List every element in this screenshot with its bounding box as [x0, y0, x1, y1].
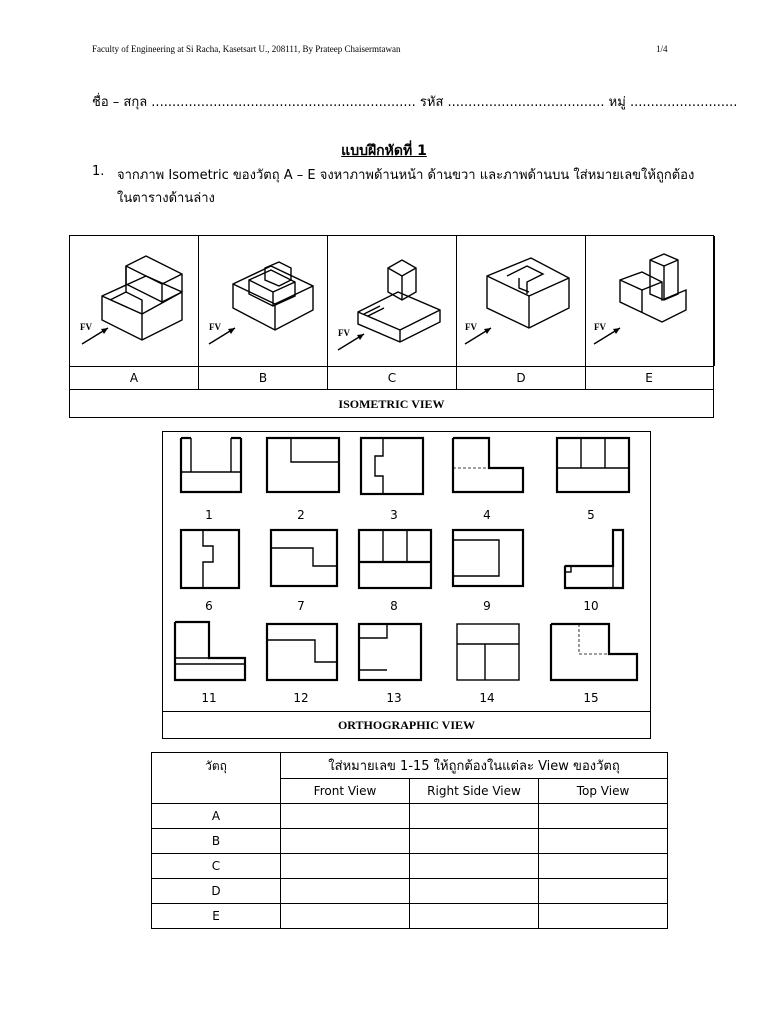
- question-number: 1.: [92, 164, 105, 179]
- answer-cell-a-front[interactable]: [281, 804, 410, 829]
- column-front-view: Front View: [281, 779, 410, 804]
- answer-cell-b-top[interactable]: [539, 829, 668, 854]
- answer-cell-e-top[interactable]: [539, 904, 668, 929]
- ortho-number-12: 12: [293, 691, 309, 705]
- ortho-view-10: [565, 530, 623, 588]
- answer-cell-a-top[interactable]: [539, 804, 668, 829]
- orthographic-caption: ORTHOGRAPHIC VIEW: [163, 711, 650, 738]
- ortho-view-9: [453, 530, 523, 586]
- fv-label: FV: [80, 322, 92, 332]
- isometric-label-row: [70, 366, 713, 390]
- ortho-view-3: [361, 438, 423, 494]
- isometric-cell-d: [457, 236, 586, 366]
- isometric-cell-e: [586, 236, 715, 366]
- fv-label: FV: [338, 328, 350, 338]
- ortho-view-1: [181, 438, 241, 492]
- page-number: 1/4: [656, 44, 668, 54]
- isometric-drawing-c: [328, 236, 457, 366]
- answer-cell-d-top[interactable]: [539, 879, 668, 904]
- isometric-caption: ISOMETRIC VIEW: [338, 397, 445, 411]
- ortho-view-7: [271, 530, 337, 586]
- object-header: วัตถุ: [152, 753, 281, 804]
- ortho-number-6: 6: [205, 599, 213, 613]
- isometric-drawing-d: [457, 236, 586, 366]
- isometric-drawing-e: [586, 236, 715, 366]
- isometric-label-a: A: [70, 367, 199, 389]
- fv-label: FV: [594, 322, 606, 332]
- question-text: จากภาพ Isometric ของวัตถุ A – E จงหาภาพด้านหน้า ด้านขวา และภาพด้านบน ใส่หมายเลขให้ถูกต้องในตารางด้านล่าง: [117, 168, 695, 206]
- isometric-label-b: B: [199, 367, 328, 389]
- fv-label: FV: [209, 322, 221, 332]
- ortho-number-11: 11: [201, 691, 217, 705]
- ortho-number-1: 1: [205, 508, 213, 522]
- row-label-d: D: [152, 879, 281, 904]
- ortho-number-15: 15: [583, 691, 599, 705]
- row-label-a: A: [152, 804, 281, 829]
- isometric-label-e: E: [645, 371, 653, 385]
- ortho-view-15: [551, 624, 637, 680]
- row-label-c: C: [152, 854, 281, 879]
- isometric-cell-a: [70, 236, 199, 366]
- isometric-drawing-b: [199, 236, 328, 366]
- answer-cell-a-right[interactable]: [410, 804, 539, 829]
- answer-cell-b-right[interactable]: [410, 829, 539, 854]
- orthographic-panel: [162, 431, 651, 739]
- fv-label: FV: [465, 322, 477, 332]
- exercise-title: แบบฝึกหัดที่ 1: [341, 143, 427, 159]
- answer-cell-e-front[interactable]: [281, 904, 410, 929]
- ortho-number-7: 7: [297, 599, 305, 613]
- answer-cell-b-front[interactable]: [281, 829, 410, 854]
- isometric-table: [69, 235, 714, 418]
- ortho-view-14: [457, 624, 519, 680]
- ortho-view-6: [181, 530, 239, 588]
- answer-cell-d-front[interactable]: [281, 879, 410, 904]
- answer-table: [151, 752, 668, 929]
- row-label-e: E: [152, 904, 281, 929]
- ortho-number-8: 8: [390, 599, 398, 613]
- orthographic-drawings: [163, 432, 649, 710]
- isometric-label-c: C: [328, 367, 457, 389]
- answer-cell-e-right[interactable]: [410, 904, 539, 929]
- instruction-header: ใส่หมายเลข 1-15 ให้ถูกต้องในแต่ละ View ของวัตถุ: [281, 753, 668, 779]
- ortho-number-14: 14: [479, 691, 495, 705]
- column-right-side-view: Right Side View: [410, 779, 539, 804]
- ortho-number-5: 5: [587, 508, 595, 522]
- isometric-cell-b: [199, 236, 328, 366]
- ortho-view-12: [267, 624, 337, 680]
- ortho-number-9: 9: [483, 599, 491, 613]
- page-header-title: Faculty of Engineering at Si Racha, Kasetsart U., 208111, By Prateep Chaisermtawan: [92, 44, 401, 54]
- ortho-number-3: 3: [390, 508, 398, 522]
- ortho-number-4: 4: [483, 508, 491, 522]
- isometric-label-d: D: [457, 367, 586, 389]
- answer-cell-d-right[interactable]: [410, 879, 539, 904]
- student-info-line: ชื่อ – สกุล ................................................................ รหัส ...................................... หมู่ ..........................: [92, 95, 738, 110]
- answer-cell-c-front[interactable]: [281, 854, 410, 879]
- ortho-number-13: 13: [386, 691, 402, 705]
- ortho-number-2: 2: [297, 508, 305, 522]
- ortho-view-2: [267, 438, 339, 492]
- ortho-view-8: [359, 530, 431, 588]
- row-label-b: B: [152, 829, 281, 854]
- ortho-number-10: 10: [583, 599, 599, 613]
- answer-cell-c-top[interactable]: [539, 854, 668, 879]
- ortho-view-5: [557, 438, 629, 492]
- ortho-view-13: [359, 624, 421, 680]
- column-top-view: Top View: [539, 779, 668, 804]
- isometric-cell-c: [328, 236, 457, 366]
- isometric-drawing-a: [70, 236, 199, 366]
- ortho-view-11: [175, 622, 245, 680]
- answer-cell-c-right[interactable]: [410, 854, 539, 879]
- ortho-view-4: [453, 438, 523, 492]
